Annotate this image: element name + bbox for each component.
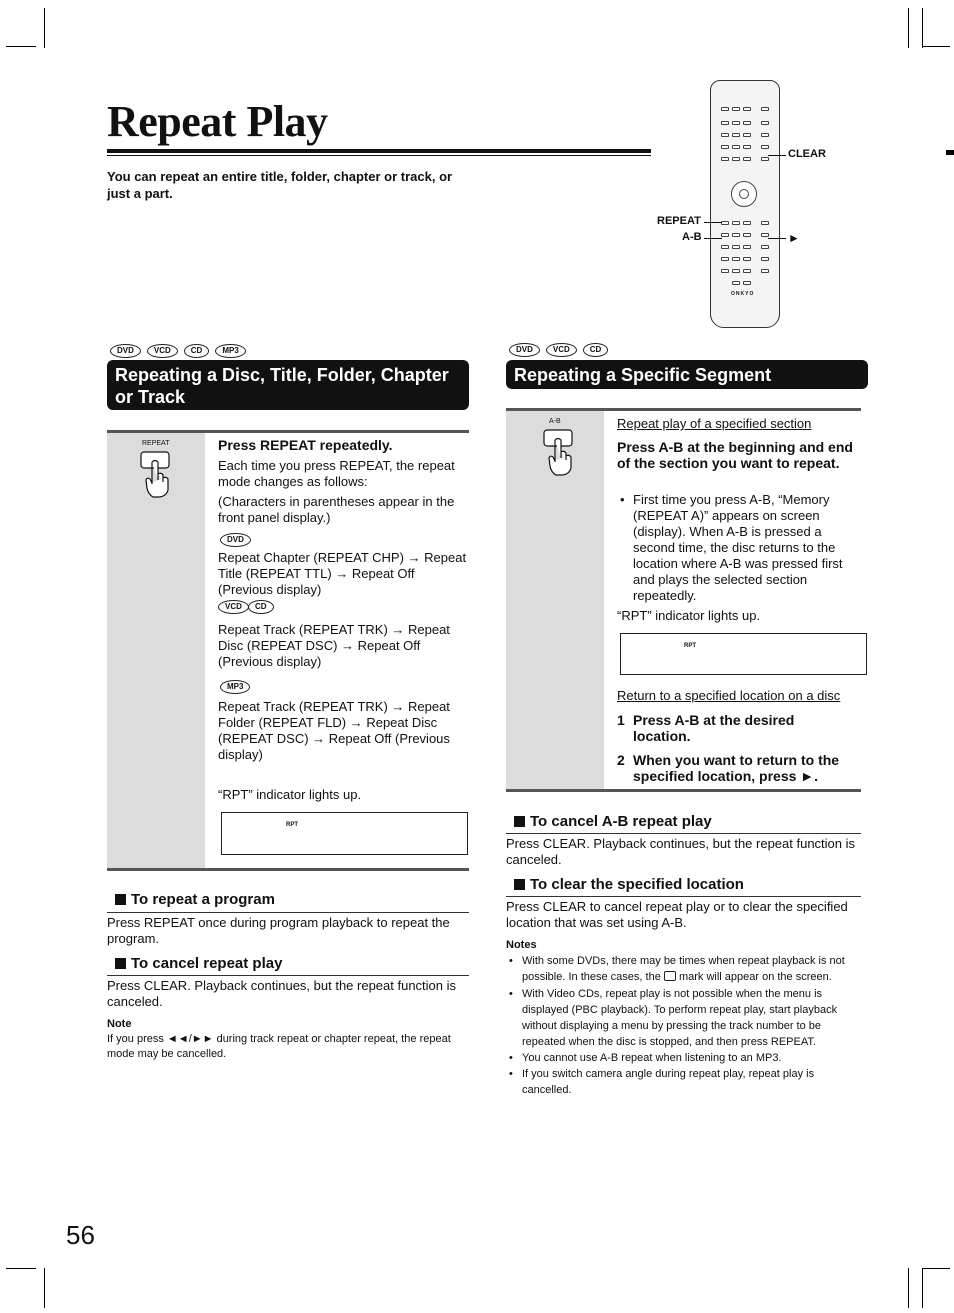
crop-mark — [922, 1268, 923, 1308]
notes-list — [506, 953, 862, 1098]
cd-icon: CD — [583, 343, 609, 357]
mp3-icon: MP3 — [215, 344, 245, 358]
vcd-cd-sequence: Repeat Track (REPEAT TRK) → Repeat Disc (REPEAT DSC) → Repeat Off (Previous display) — [218, 622, 450, 669]
dvd-icon-small: DVD — [220, 533, 251, 547]
dvd-icon: DVD — [110, 344, 141, 358]
step1-number: 1 — [617, 712, 625, 728]
repeat-program-body: Press REPEAT once during program playback to repeat the program. — [107, 915, 450, 946]
cancel-repeat-body: Press CLEAR. Playback continues, but the repeat function is canceled. — [107, 978, 457, 1009]
cd-icon: CD — [184, 344, 210, 358]
remote-brand: ONKYO — [731, 291, 755, 297]
rpt-indicator-note-left: “RPT” indicator lights up. — [218, 787, 362, 802]
bullet-memory: • First time you press A-B, “Memory (REPEAT A)” appears on screen (display). When A-B is pressed a second time, the disc returns to the location where A-B was pressed first and plays the selected section repeatedly. — [617, 492, 857, 604]
mp3-sequence: Repeat Track (REPEAT TRK) → Repeat Folder (REPEAT FLD) → Repeat Disc (REPEAT DSC) → Repeat Off (Previous display) — [218, 699, 450, 762]
step-title-left: Press REPEAT repeatedly. — [218, 437, 393, 453]
paragraph-parentheses: (Characters in parentheses appear in the front panel display.) — [218, 494, 455, 525]
ab-button-label: A-B — [549, 418, 561, 425]
remote-control-illustration — [710, 80, 780, 328]
rpt-indicator-right: RPT — [684, 643, 696, 649]
disc-icons-right — [509, 343, 608, 357]
note-1a: With some DVDs, there may be times when repeat playback is not possible. In these cases, the — [522, 955, 845, 983]
heading-rule — [506, 896, 861, 897]
crop-mark — [44, 8, 45, 48]
dvd-sequence: Repeat Chapter (REPEAT CHP) → Repeat Title (REPEAT TTL) → Repeat Off (Previous display) — [218, 550, 467, 597]
step2-number: 2 — [617, 752, 625, 768]
dvd-icon: DVD — [509, 343, 540, 357]
heading-cancel-repeat — [115, 955, 282, 972]
page-number: 56 — [66, 1220, 95, 1250]
callout-line-clear — [768, 155, 786, 156]
heading-cancel-repeat-text: To cancel repeat play — [131, 955, 283, 972]
mp3-icon-small: MP3 — [220, 680, 250, 694]
clear-location-body: Press CLEAR to cancel repeat play or to clear the specified location that was set using A-B. — [506, 899, 848, 930]
note-item: • You cannot use A-B repeat when listening to an MP3. — [506, 1050, 862, 1066]
note-1b: mark will appear on the screen. — [678, 971, 832, 983]
paragraph-mode-change: Each time you press REPEAT, the repeat mode changes as follows: — [218, 458, 455, 489]
note-item: • With Video CDs, repeat play is not possible when the menu is displayed (PBC playback). To perform repeat play, start playback without displaying a menu by pressing the track number to be repeated when the disc is stopped, and then press REPEAT. — [506, 986, 862, 1050]
disc-icons-left — [110, 344, 246, 358]
heading-clear-location-text: To clear the specified location — [530, 876, 744, 893]
notes-title-right: Notes — [506, 939, 537, 951]
hand-press-icon — [138, 450, 174, 498]
section-heading-left: Repeating a Disc, Title, Folder, Chapter or Track — [107, 360, 469, 410]
callout-repeat: REPEAT — [657, 215, 701, 227]
heading-rule — [107, 975, 469, 976]
front-panel-display-right — [620, 633, 867, 675]
hand-press-icon — [541, 428, 577, 476]
heading-cancel-ab — [514, 813, 712, 830]
vcd-icon: VCD — [546, 343, 577, 357]
heading-cancel-ab-text: To cancel A-B repeat play — [530, 813, 712, 830]
crop-mark — [908, 8, 909, 48]
step2-text: When you want to return to the specified location, press ►. — [633, 752, 840, 784]
callout-clear: CLEAR — [788, 148, 826, 160]
subheading-return-location: Return to a specified location on a disc — [617, 688, 841, 703]
callout-line-ab — [704, 238, 722, 239]
rpt-indicator-note-right: “RPT” indicator lights up. — [617, 608, 761, 623]
title-rule-thin — [107, 155, 651, 156]
section-heading-right: Repeating a Specific Segment — [506, 360, 868, 389]
heading-repeat-program — [115, 891, 275, 908]
intro-text: You can repeat an entire title, folder, chapter or track, or just a part. — [107, 169, 453, 201]
note-item — [506, 953, 862, 985]
crop-mark — [44, 1268, 45, 1308]
heading-rule — [107, 912, 469, 913]
vcd-icon: VCD — [147, 344, 178, 358]
prohibited-mark-icon — [664, 971, 676, 981]
crop-mark — [922, 8, 923, 48]
note-body-left: If you press ◄◄/►► during track repeat or chapter repeat, the repeat mode may be cancelled. — [107, 1033, 451, 1060]
callout-play-icon: ► — [788, 231, 800, 245]
panel-rule-bottom — [506, 789, 861, 792]
cancel-ab-body: Press CLEAR. Playback continues, but the repeat function is canceled. — [506, 836, 856, 867]
rpt-indicator-left: RPT — [286, 822, 298, 828]
crop-mark — [922, 46, 950, 47]
crop-mark — [6, 46, 36, 47]
callout-line-repeat — [704, 222, 722, 223]
title-rule — [107, 149, 651, 153]
cd-icon-small: CD — [248, 600, 274, 614]
button-panel-left — [107, 433, 205, 868]
callout-ab: A-B — [682, 231, 702, 243]
note-title-left: Note — [107, 1018, 132, 1030]
repeat-button-label: REPEAT — [142, 440, 170, 447]
panel-rule-bottom — [107, 868, 469, 871]
callout-line-play — [768, 238, 786, 239]
step1-text: Press A-B at the desired location. — [633, 712, 795, 744]
vcd-icon-small: VCD — [218, 600, 249, 614]
step-main-right: Press A-B at the beginning and end of the section you want to repeat. — [617, 439, 853, 471]
crop-mark — [908, 1268, 909, 1308]
subheading-specified-section: Repeat play of a specified section — [617, 416, 812, 431]
heading-rule — [506, 833, 861, 834]
crop-mark — [6, 1268, 36, 1269]
crop-mark — [922, 1268, 950, 1269]
page-title: Repeat Play — [107, 97, 328, 146]
front-panel-display-left — [221, 812, 468, 855]
heading-repeat-program-text: To repeat a program — [131, 891, 275, 908]
heading-clear-location — [514, 876, 744, 893]
note-item: • If you switch camera angle during repeat play, repeat play is cancelled. — [506, 1066, 862, 1098]
edge-tab — [946, 150, 954, 155]
